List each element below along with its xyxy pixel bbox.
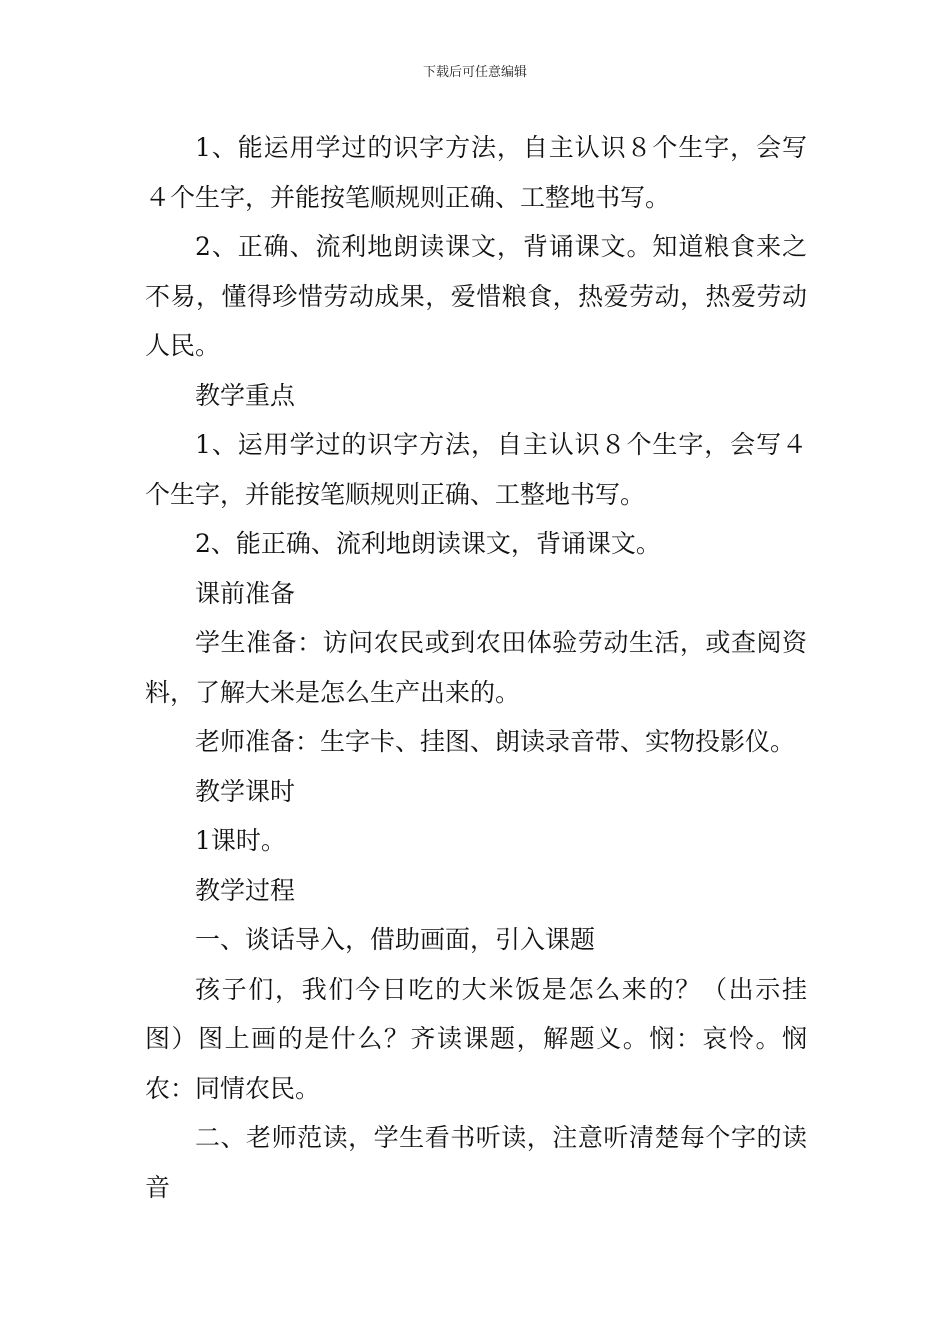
paragraph-class-hours: 1课时。 <box>195 826 286 855</box>
paragraph-step-1-body: 孩子们，我们今日吃的大米饭是怎么来的？（出示挂图）图上画的是什么？齐读课题，解题义。悯：哀怜。悯农：同情农民。 <box>145 974 807 1103</box>
heading-class-hours: 教学课时 <box>195 776 296 806</box>
page-header: 下载后可任意编辑 <box>422 65 527 80</box>
heading-preparation: 课前准备 <box>195 578 296 608</box>
paragraph-focus-1: 1、运用学过的识字方法，自主认识８个生字，会写４个生字，并能按笔顺规则正确、工整地书写。 <box>145 430 807 509</box>
heading-teaching-process: 教学过程 <box>195 875 296 905</box>
paragraph-step-1-title: 一、谈话导入，借助画面，引入课题 <box>195 925 596 954</box>
document-body <box>145 123 807 1212</box>
heading-teaching-focus: 教学重点 <box>195 380 296 410</box>
paragraph-student-preparation: 学生准备：访问农民或到农田体验劳动生活，或查阅资料，了解大米是怎么生产出来的。 <box>145 628 807 707</box>
paragraph-teacher-preparation: 老师准备：生字卡、挂图、朗读录音带、实物投影仪。 <box>195 727 796 756</box>
paragraph-objective-2: 2、正确、流利地朗读课文，背诵课文。知道粮食来之不易，懂得珍惜劳动成果，爱惜粮食，热爱劳动，热爱劳动人民。 <box>145 232 807 360</box>
paragraph-objective-1: 1、能运用学过的识字方法，自主认识８个生字，会写４个生字，并能按笔顺规则正确、工整地书写。 <box>145 133 807 212</box>
paragraph-focus-2: 2、能正确、流利地朗读课文，背诵课文。 <box>195 529 661 558</box>
paragraph-step-2-title: 二、老师范读，学生看书听读，注意听清楚每个字的读音 <box>145 1123 807 1202</box>
